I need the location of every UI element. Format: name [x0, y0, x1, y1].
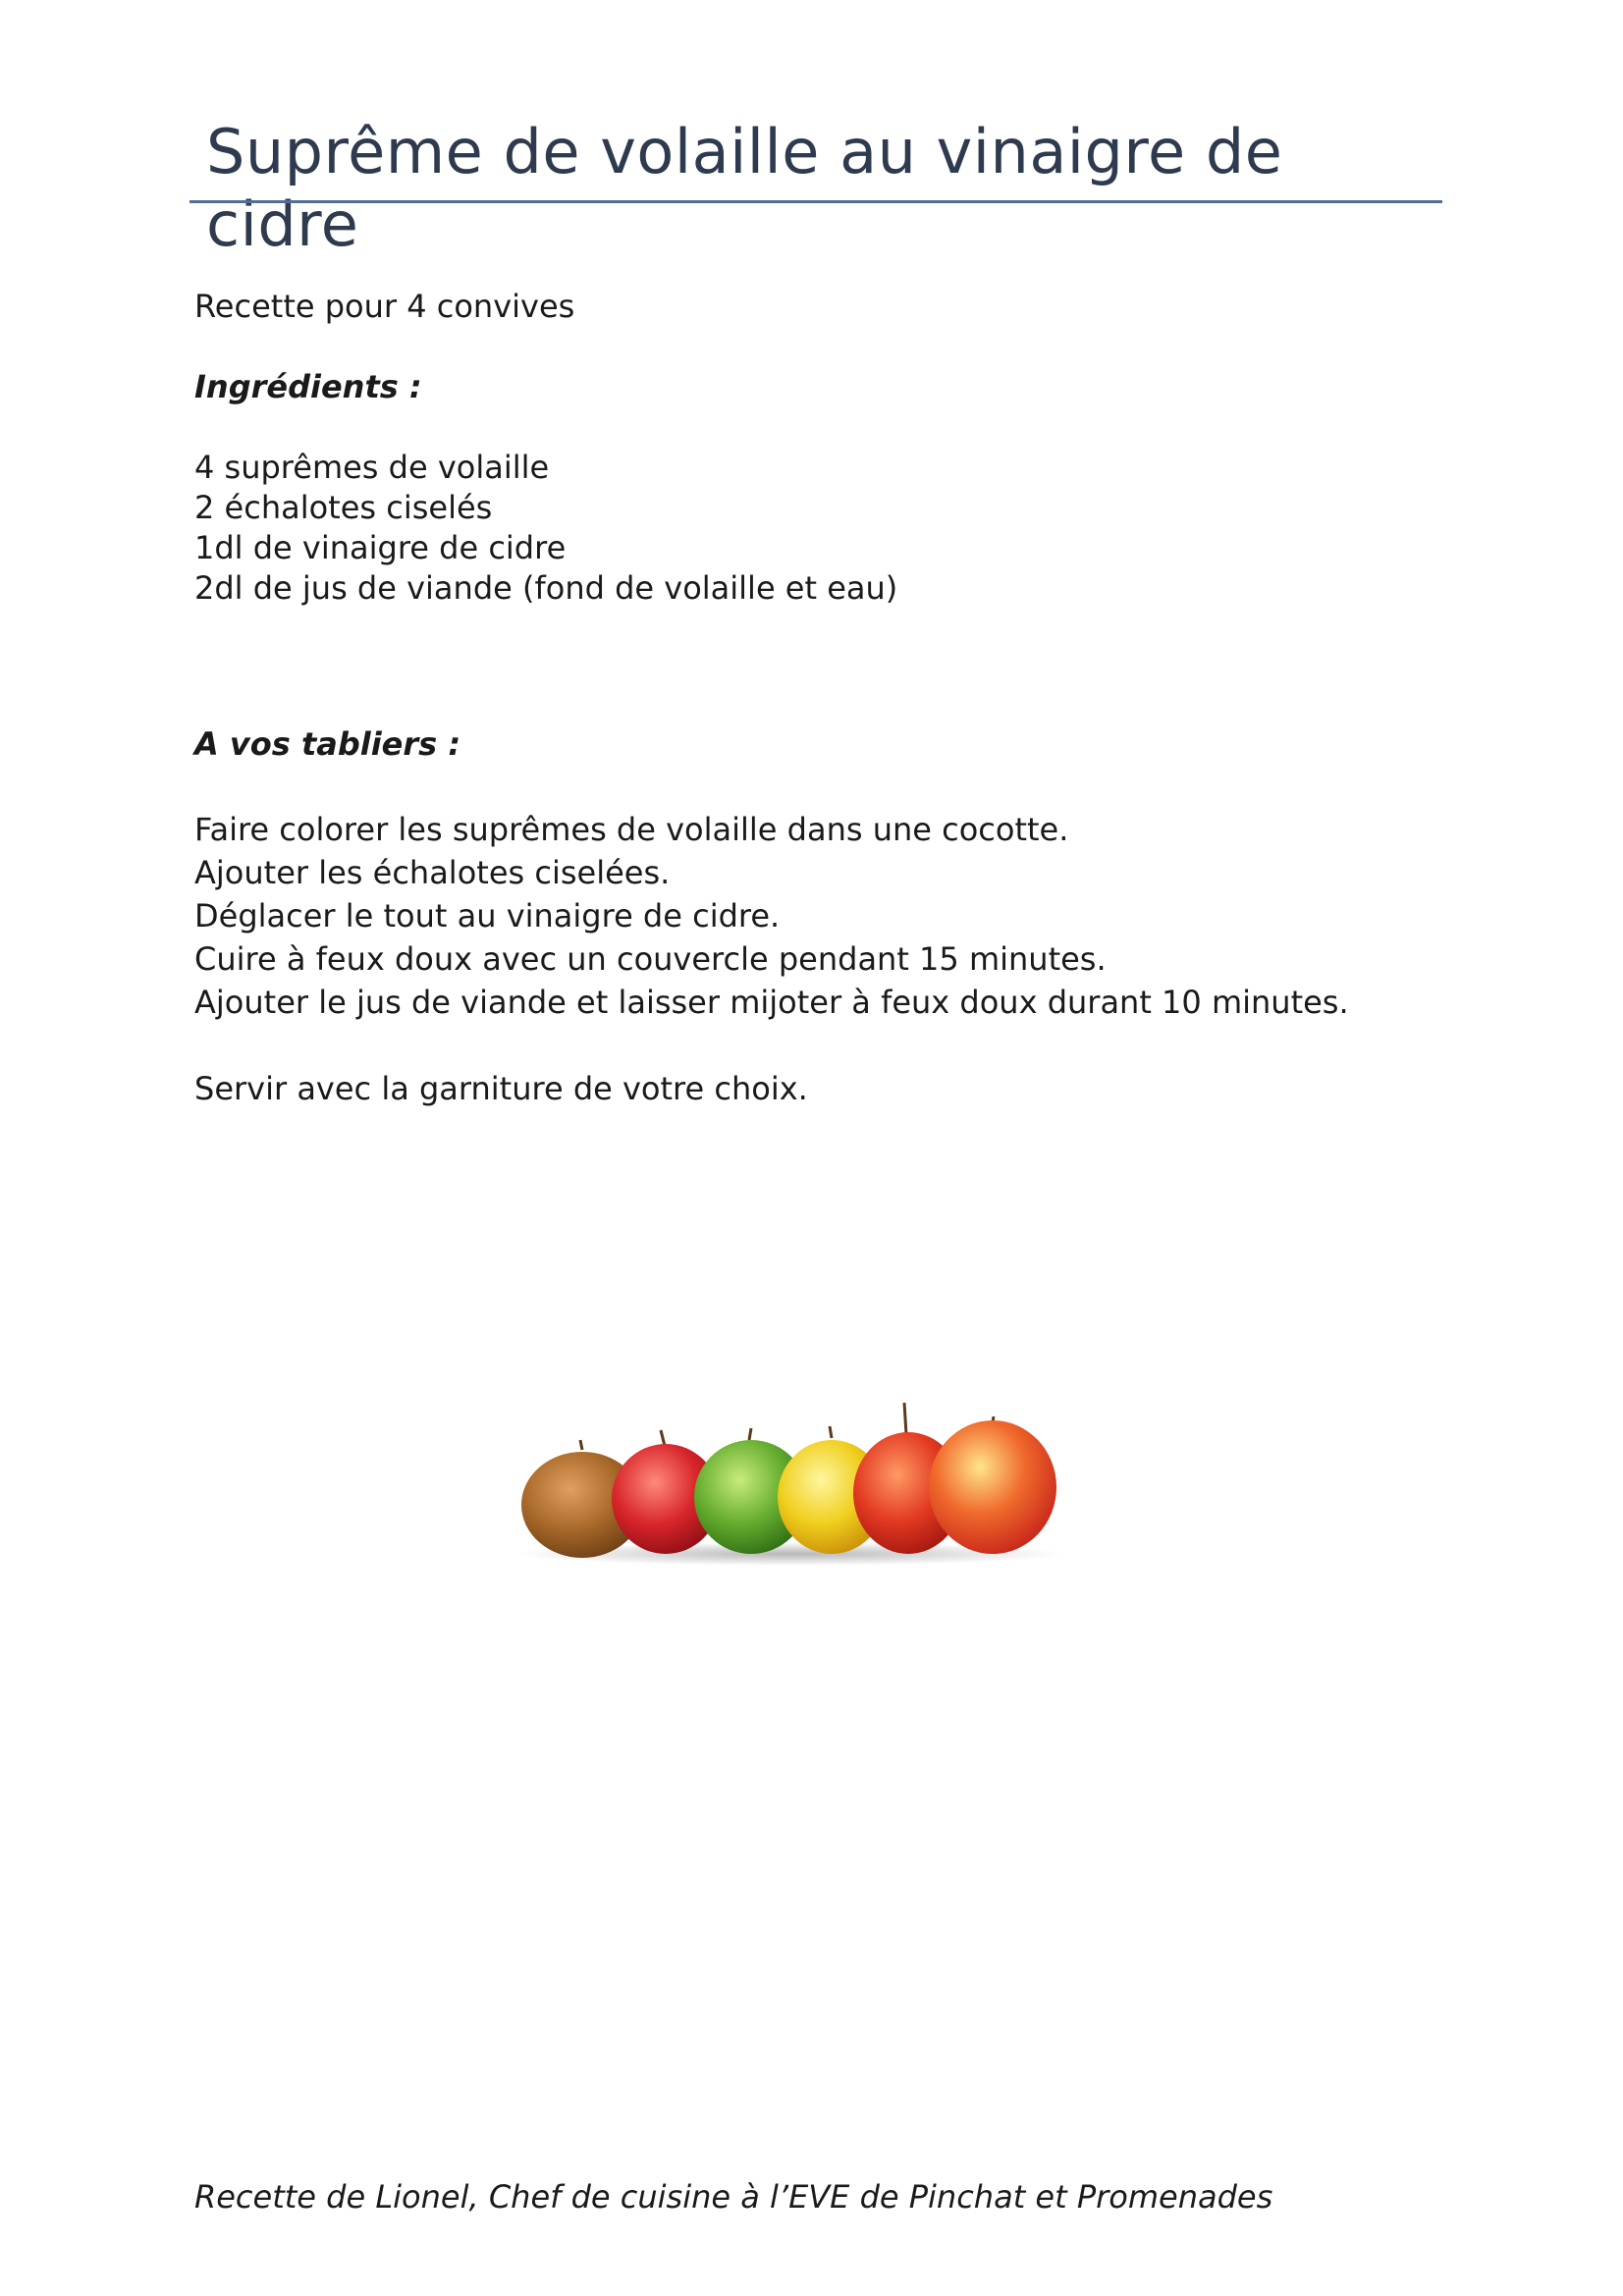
method-step: Ajouter le jus de viande et laisser mijoter à feux doux durant 10 minutes.	[194, 984, 1349, 1021]
ingredients-list	[194, 448, 1451, 609]
apples-row-icon	[506, 1389, 1075, 1566]
ingredient-item: 2 échalotes ciselés	[194, 489, 493, 526]
ingredient-item: 2dl de jus de viande (fond de volaille et eau)	[194, 569, 898, 607]
title-underline	[189, 200, 1442, 203]
recipe-body	[194, 287, 1451, 1110]
serving-note: Servir avec la garniture de votre choix.	[194, 1070, 808, 1107]
method-steps	[194, 808, 1451, 1110]
method-step: Faire colorer les suprêmes de volaille dans une cocotte.	[194, 811, 1069, 848]
method-step: Ajouter les échalotes ciselées.	[194, 854, 671, 891]
method-step: Déglacer le tout au vinaigre de cidre.	[194, 897, 781, 934]
ingredients-heading: Ingrédients :	[194, 368, 422, 405]
method-step: Cuire à feux doux avec un couvercle pendant 15 minutes.	[194, 940, 1107, 978]
page-title: Suprême de volaille au vinaigre de cidre	[206, 116, 1283, 261]
ingredient-item: 1dl de vinaigre de cidre	[194, 529, 567, 566]
recipe-credit: Recette de Lionel, Chef de cuisine à l’EVE de Pinchat et Promenades	[194, 2178, 1273, 2216]
method-heading: A vos tabliers :	[194, 725, 461, 763]
servings-text: Recette pour 4 convives	[194, 288, 575, 325]
ingredient-item: 4 suprêmes de volaille	[194, 449, 550, 486]
